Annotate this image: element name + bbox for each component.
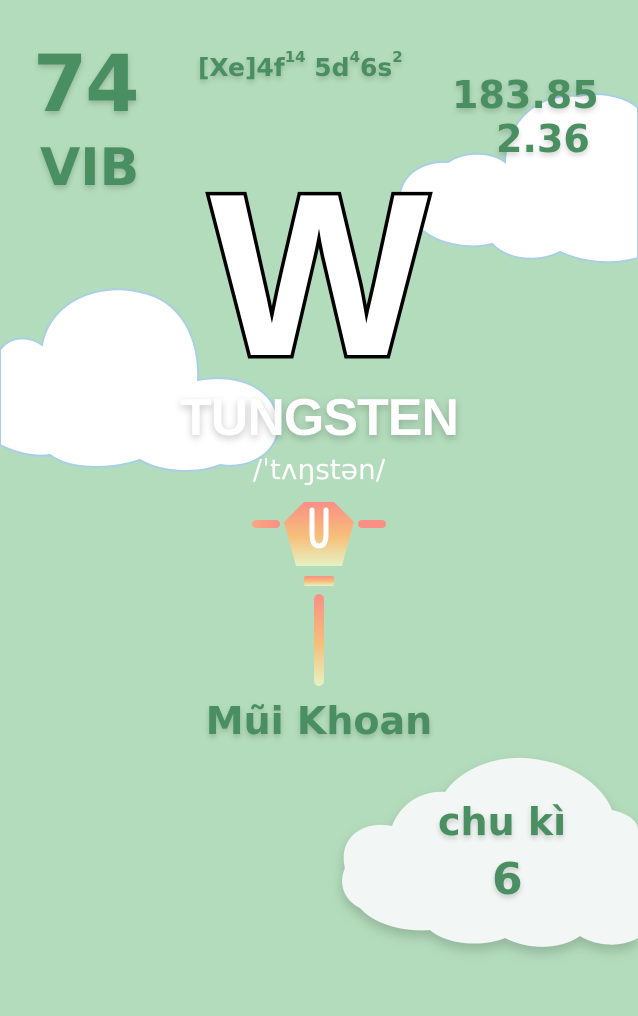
electronegativity: 2.36 (496, 117, 590, 161)
group-label: VIB (40, 138, 140, 198)
config-s: 6s (360, 53, 393, 82)
period-value: 6 (492, 854, 523, 905)
config-d: 5d (314, 53, 350, 82)
config-d-count: 4 (349, 48, 361, 66)
atomic-mass: 183.85 (452, 73, 599, 117)
config-base: [Xe]4f (198, 53, 285, 82)
element-symbol: W (209, 146, 429, 405)
element-name: TUNGSTEN (180, 389, 458, 447)
atomic-number: 74 (33, 40, 138, 130)
period-label: chu kì (438, 800, 567, 844)
config-s-count: 2 (392, 48, 403, 66)
application-caption: Mũi Khoan (205, 699, 433, 743)
pronunciation: /ˈtʌŋstən/ (252, 453, 386, 486)
electron-configuration (198, 50, 403, 80)
drill-bit-icon (250, 496, 388, 690)
config-f-count: 14 (284, 48, 306, 66)
